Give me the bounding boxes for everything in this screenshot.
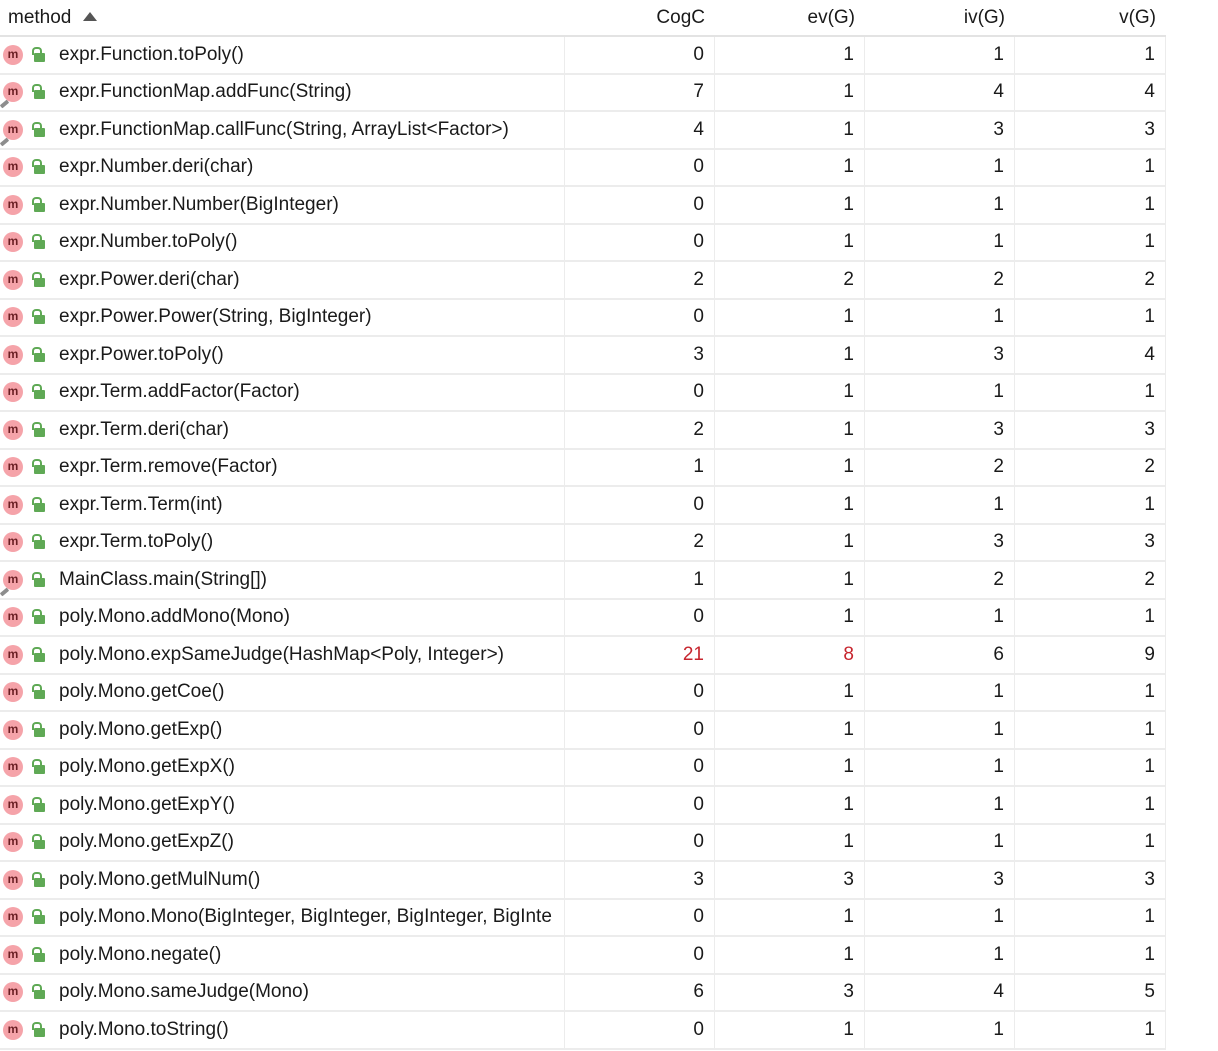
table-row[interactable] — [0, 487, 1166, 525]
method-cell — [0, 750, 565, 786]
method-icon: m — [3, 495, 23, 515]
method-icon: m — [3, 382, 23, 402]
method-icon: m — [3, 645, 23, 665]
v-cell: 1 — [1015, 187, 1166, 223]
table-row[interactable] — [0, 675, 1166, 713]
cogc-cell: 2 — [565, 412, 715, 448]
table-row[interactable] — [0, 375, 1166, 413]
ev-cell: 1 — [715, 525, 865, 561]
column-header-cogc[interactable] — [565, 0, 715, 35]
v-cell: 1 — [1015, 487, 1166, 523]
method-cell — [0, 637, 565, 673]
iv-cell: 1 — [865, 37, 1015, 73]
table-row[interactable] — [0, 825, 1166, 863]
v-cell: 1 — [1015, 900, 1166, 936]
table-row[interactable] — [0, 112, 1166, 150]
lock-icon — [31, 572, 45, 588]
method-name: poly.Mono.getMulNum() — [59, 868, 261, 890]
method-cell — [0, 562, 565, 598]
method-icon: m — [3, 345, 23, 365]
cogc-cell: 0 — [565, 487, 715, 523]
method-icon: m — [3, 420, 23, 440]
method-icon: m — [3, 870, 23, 890]
method-icon: m — [3, 232, 23, 252]
column-header-iv[interactable] — [865, 0, 1015, 35]
lock-icon — [31, 759, 45, 775]
lock-icon — [31, 459, 45, 475]
lock-icon — [31, 872, 45, 888]
v-cell: 1 — [1015, 675, 1166, 711]
iv-cell: 1 — [865, 487, 1015, 523]
iv-cell: 1 — [865, 375, 1015, 411]
iv-cell: 3 — [865, 337, 1015, 373]
method-name: expr.Number.deri(char) — [59, 156, 254, 178]
cogc-cell: 7 — [565, 75, 715, 111]
iv-cell: 1 — [865, 675, 1015, 711]
table-row[interactable] — [0, 712, 1166, 750]
method-icon: m — [3, 120, 23, 140]
table-row[interactable] — [0, 37, 1166, 75]
table-row[interactable] — [0, 300, 1166, 338]
column-header-method-label: method — [8, 6, 72, 28]
lock-icon — [31, 159, 45, 175]
method-cell — [0, 112, 565, 148]
iv-cell: 2 — [865, 450, 1015, 486]
lock-icon — [31, 647, 45, 663]
ev-cell: 2 — [715, 262, 865, 298]
cogc-cell: 3 — [565, 862, 715, 898]
ev-cell: 1 — [715, 150, 865, 186]
method-name: expr.FunctionMap.callFunc(String, ArrayList<Factor>) — [59, 118, 509, 140]
table-row[interactable] — [0, 412, 1166, 450]
v-cell: 1 — [1015, 375, 1166, 411]
lock-icon — [31, 984, 45, 1000]
lock-icon — [31, 47, 45, 63]
method-name: poly.Mono.negate() — [59, 943, 222, 965]
table-row[interactable] — [0, 75, 1166, 113]
table-row[interactable] — [0, 450, 1166, 488]
iv-cell: 3 — [865, 862, 1015, 898]
cogc-cell: 0 — [565, 787, 715, 823]
method-icon: m — [3, 682, 23, 702]
method-icon: m — [3, 307, 23, 327]
v-cell: 9 — [1015, 637, 1166, 673]
ev-cell: 1 — [715, 337, 865, 373]
table-header — [0, 0, 1166, 37]
lock-icon — [31, 497, 45, 513]
cogc-cell: 0 — [565, 900, 715, 936]
method-cell — [0, 525, 565, 561]
table-row[interactable] — [0, 637, 1166, 675]
method-icon: m — [3, 457, 23, 477]
iv-cell: 1 — [865, 150, 1015, 186]
cogc-cell: 0 — [565, 225, 715, 261]
column-header-v-label: v(G) — [1119, 6, 1156, 28]
cogc-cell: 0 — [565, 712, 715, 748]
method-icon: m — [3, 1020, 23, 1040]
lock-icon — [31, 534, 45, 550]
method-name: expr.Number.toPoly() — [59, 231, 238, 253]
method-cell — [0, 862, 565, 898]
lock-icon — [31, 909, 45, 925]
iv-cell: 1 — [865, 900, 1015, 936]
v-cell: 3 — [1015, 862, 1166, 898]
ev-cell: 3 — [715, 975, 865, 1011]
iv-cell: 1 — [865, 600, 1015, 636]
table-row[interactable] — [0, 750, 1166, 788]
method-cell — [0, 225, 565, 261]
table-row[interactable] — [0, 975, 1166, 1013]
ev-cell: 1 — [715, 1012, 865, 1048]
method-name: expr.Term.remove(Factor) — [59, 456, 278, 478]
method-name: expr.Term.Term(int) — [59, 493, 223, 515]
method-cell — [0, 487, 565, 523]
v-cell: 3 — [1015, 525, 1166, 561]
ev-cell: 1 — [715, 487, 865, 523]
cogc-cell: 0 — [565, 187, 715, 223]
iv-cell: 1 — [865, 937, 1015, 973]
column-header-method[interactable] — [0, 0, 565, 35]
v-cell: 1 — [1015, 300, 1166, 336]
iv-cell: 2 — [865, 262, 1015, 298]
iv-cell: 2 — [865, 562, 1015, 598]
iv-cell: 1 — [865, 712, 1015, 748]
cogc-cell: 3 — [565, 337, 715, 373]
iv-cell: 3 — [865, 525, 1015, 561]
iv-cell: 1 — [865, 1012, 1015, 1048]
ev-cell: 1 — [715, 37, 865, 73]
cogc-cell: 0 — [565, 300, 715, 336]
method-name: poly.Mono.getExpX() — [59, 756, 236, 778]
method-icon: m — [3, 270, 23, 290]
v-cell: 1 — [1015, 225, 1166, 261]
method-icon: m — [3, 720, 23, 740]
method-icon: m — [3, 607, 23, 627]
method-name: expr.Number.Number(BigInteger) — [59, 193, 339, 215]
method-icon: m — [3, 832, 23, 852]
lock-icon — [31, 684, 45, 700]
column-header-iv-label: iv(G) — [963, 6, 1005, 28]
v-cell: 1 — [1015, 150, 1166, 186]
table-row[interactable] — [0, 1012, 1166, 1050]
method-cell — [0, 75, 565, 111]
table-row[interactable] — [0, 337, 1166, 375]
v-cell: 1 — [1015, 787, 1166, 823]
table-row[interactable] — [0, 600, 1166, 638]
iv-cell: 6 — [865, 637, 1015, 673]
lock-icon — [31, 722, 45, 738]
table-row[interactable] — [0, 862, 1166, 900]
method-cell — [0, 825, 565, 861]
iv-cell: 1 — [865, 300, 1015, 336]
method-cell — [0, 375, 565, 411]
iv-cell: 4 — [865, 75, 1015, 111]
method-cell — [0, 787, 565, 823]
method-icon: m — [3, 570, 23, 590]
lock-icon — [31, 272, 45, 288]
table-row[interactable] — [0, 787, 1166, 825]
lock-icon — [31, 347, 45, 363]
method-icon: m — [3, 157, 23, 177]
method-icon: m — [3, 757, 23, 777]
lock-icon — [31, 609, 45, 625]
cogc-cell: 0 — [565, 150, 715, 186]
ev-cell: 1 — [715, 900, 865, 936]
v-cell: 4 — [1015, 75, 1166, 111]
ev-cell: 3 — [715, 862, 865, 898]
lock-icon — [31, 834, 45, 850]
method-name: poly.Mono.addMono(Mono) — [59, 606, 290, 628]
column-header-v[interactable] — [1015, 0, 1166, 35]
ev-cell: 1 — [715, 712, 865, 748]
method-icon: m — [3, 982, 23, 1002]
ev-cell: 1 — [715, 750, 865, 786]
lock-icon — [31, 384, 45, 400]
method-name: MainClass.main(String[]) — [59, 568, 267, 590]
method-name: poly.Mono.Mono(BigInteger, BigInteger, BigInteger, BigInte — [59, 906, 552, 928]
cogc-cell: 0 — [565, 600, 715, 636]
iv-cell: 1 — [865, 225, 1015, 261]
iv-cell: 1 — [865, 187, 1015, 223]
ev-cell: 1 — [715, 187, 865, 223]
method-cell — [0, 262, 565, 298]
cogc-cell: 0 — [565, 675, 715, 711]
method-icon: m — [3, 45, 23, 65]
table-body — [0, 37, 1166, 1050]
lock-icon — [31, 84, 45, 100]
sort-ascending-icon — [83, 12, 97, 21]
table-row[interactable] — [0, 225, 1166, 263]
cogc-cell: 2 — [565, 262, 715, 298]
method-cell — [0, 937, 565, 973]
method-cell — [0, 900, 565, 936]
column-header-ev-label: ev(G) — [807, 6, 855, 28]
method-name: expr.FunctionMap.addFunc(String) — [59, 81, 352, 103]
cogc-cell: 1 — [565, 450, 715, 486]
method-name: poly.Mono.toString() — [59, 1018, 229, 1040]
ev-cell: 1 — [715, 787, 865, 823]
v-cell: 4 — [1015, 337, 1166, 373]
method-icon: m — [3, 195, 23, 215]
table-row[interactable] — [0, 150, 1166, 188]
ev-cell: 1 — [715, 112, 865, 148]
cogc-cell: 0 — [565, 37, 715, 73]
table-row[interactable] — [0, 937, 1166, 975]
v-cell: 1 — [1015, 600, 1166, 636]
method-name: expr.Power.deri(char) — [59, 268, 240, 290]
method-name: poly.Mono.getCoe() — [59, 681, 225, 703]
cogc-cell: 0 — [565, 937, 715, 973]
table-row[interactable] — [0, 900, 1166, 938]
method-icon: m — [3, 82, 23, 102]
method-cell — [0, 712, 565, 748]
lock-icon — [31, 1022, 45, 1038]
v-cell: 2 — [1015, 262, 1166, 298]
table-row[interactable] — [0, 562, 1166, 600]
v-cell: 5 — [1015, 975, 1166, 1011]
method-icon: m — [3, 532, 23, 552]
ev-cell: 1 — [715, 375, 865, 411]
iv-cell: 1 — [865, 787, 1015, 823]
v-cell: 3 — [1015, 112, 1166, 148]
v-cell: 1 — [1015, 712, 1166, 748]
ev-cell: 8 — [715, 637, 865, 673]
ev-cell: 1 — [715, 450, 865, 486]
cogc-cell: 0 — [565, 750, 715, 786]
cogc-cell: 4 — [565, 112, 715, 148]
method-cell — [0, 300, 565, 336]
method-cell — [0, 450, 565, 486]
column-header-ev[interactable] — [715, 0, 865, 35]
iv-cell: 1 — [865, 825, 1015, 861]
cogc-cell: 21 — [565, 637, 715, 673]
table-row[interactable] — [0, 525, 1166, 563]
method-icon: m — [3, 795, 23, 815]
ev-cell: 1 — [715, 600, 865, 636]
v-cell: 1 — [1015, 937, 1166, 973]
ev-cell: 1 — [715, 937, 865, 973]
method-cell — [0, 412, 565, 448]
v-cell: 3 — [1015, 412, 1166, 448]
ev-cell: 1 — [715, 412, 865, 448]
method-name: expr.Power.toPoly() — [59, 343, 224, 365]
column-header-cogc-label: CogC — [656, 6, 705, 28]
method-cell — [0, 337, 565, 373]
v-cell: 1 — [1015, 825, 1166, 861]
ev-cell: 1 — [715, 562, 865, 598]
method-name: poly.Mono.getExpY() — [59, 793, 236, 815]
lock-icon — [31, 309, 45, 325]
ev-cell: 1 — [715, 75, 865, 111]
iv-cell: 1 — [865, 750, 1015, 786]
ev-cell: 1 — [715, 675, 865, 711]
v-cell: 2 — [1015, 562, 1166, 598]
cogc-cell: 6 — [565, 975, 715, 1011]
method-name: poly.Mono.getExpZ() — [59, 831, 234, 853]
cogc-cell: 2 — [565, 525, 715, 561]
cogc-cell: 1 — [565, 562, 715, 598]
cogc-cell: 0 — [565, 375, 715, 411]
ev-cell: 1 — [715, 300, 865, 336]
iv-cell: 3 — [865, 112, 1015, 148]
method-cell — [0, 37, 565, 73]
ev-cell: 1 — [715, 825, 865, 861]
method-cell — [0, 150, 565, 186]
method-name: poly.Mono.expSameJudge(HashMap<Poly, Integer>) — [59, 643, 504, 665]
method-name: expr.Term.deri(char) — [59, 418, 229, 440]
method-icon: m — [3, 907, 23, 927]
v-cell: 1 — [1015, 750, 1166, 786]
lock-icon — [31, 234, 45, 250]
method-cell — [0, 1012, 565, 1048]
v-cell: 1 — [1015, 37, 1166, 73]
method-name: expr.Term.toPoly() — [59, 531, 214, 553]
v-cell: 1 — [1015, 1012, 1166, 1048]
method-name: poly.Mono.getExp() — [59, 718, 223, 740]
method-cell — [0, 675, 565, 711]
iv-cell: 3 — [865, 412, 1015, 448]
cogc-cell: 0 — [565, 1012, 715, 1048]
lock-icon — [31, 197, 45, 213]
iv-cell: 4 — [865, 975, 1015, 1011]
method-cell — [0, 187, 565, 223]
lock-icon — [31, 947, 45, 963]
method-icon: m — [3, 945, 23, 965]
method-cell — [0, 975, 565, 1011]
cogc-cell: 0 — [565, 825, 715, 861]
lock-icon — [31, 797, 45, 813]
method-name: expr.Power.Power(String, BigInteger) — [59, 306, 372, 328]
method-name: expr.Term.addFactor(Factor) — [59, 381, 300, 403]
table-row[interactable] — [0, 262, 1166, 300]
method-cell — [0, 600, 565, 636]
lock-icon — [31, 422, 45, 438]
lock-icon — [31, 122, 45, 138]
method-name: poly.Mono.sameJudge(Mono) — [59, 981, 309, 1003]
method-name: expr.Function.toPoly() — [59, 43, 244, 65]
ev-cell: 1 — [715, 225, 865, 261]
v-cell: 2 — [1015, 450, 1166, 486]
table-row[interactable] — [0, 187, 1166, 225]
